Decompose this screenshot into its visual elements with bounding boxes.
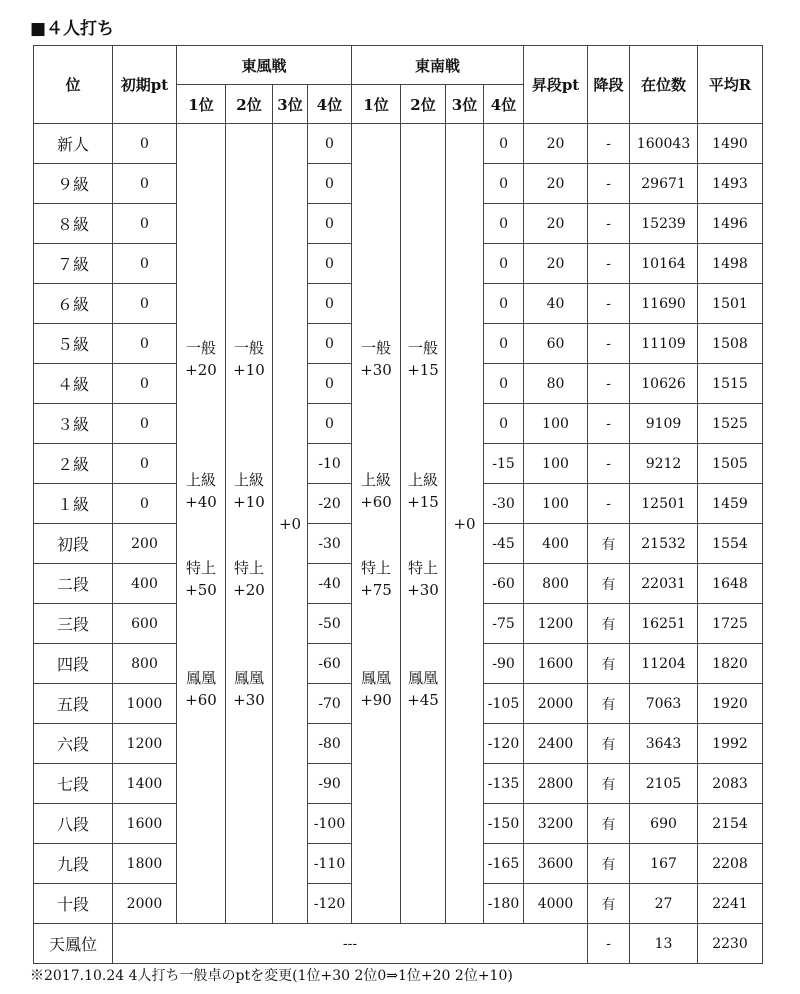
header-demotion: 降段: [588, 46, 630, 124]
tonpuu-4th-pt: 0: [308, 364, 352, 404]
demotion: -: [588, 404, 630, 444]
tonnan-4th-pt: 0: [484, 244, 524, 284]
rank-name: ５級: [34, 324, 113, 364]
tonnan-4th-pt: 0: [484, 324, 524, 364]
tonpuu-4th-pt: -10: [308, 444, 352, 484]
average-rating: 2083: [698, 764, 763, 804]
header-tonnan: 東南戦: [352, 46, 524, 85]
rank-count: 21532: [630, 524, 698, 564]
houou-span: ---: [113, 924, 588, 964]
tonnan-4th-pt: -15: [484, 444, 524, 484]
tonnan-4th-pt: 0: [484, 364, 524, 404]
initial-pt: 200: [113, 524, 177, 564]
initial-pt: 0: [113, 444, 177, 484]
section-title: ■４人打ち: [30, 19, 115, 39]
average-rating: 1554: [698, 524, 763, 564]
promotion-pt: 800: [524, 564, 588, 604]
tonnan-4th-pt: -45: [484, 524, 524, 564]
demotion: -: [588, 284, 630, 324]
header-initial-pt: 初期pt: [113, 46, 177, 124]
average-rating: 1820: [698, 644, 763, 684]
rank-name: 八段: [34, 804, 113, 844]
rank-count: 27: [630, 884, 698, 924]
tonnan-4th-pt: -30: [484, 484, 524, 524]
initial-pt: 1000: [113, 684, 177, 724]
promotion-pt: 1200: [524, 604, 588, 644]
tonpuu-4th-pt: 0: [308, 404, 352, 444]
tonpuu-4th-pt: 0: [308, 324, 352, 364]
header-tonpuu-1st: 1位: [177, 85, 226, 124]
average-rating: 1515: [698, 364, 763, 404]
average-rating: 2208: [698, 844, 763, 884]
tonpuu-4th-pt: -70: [308, 684, 352, 724]
demotion: -: [588, 324, 630, 364]
demotion: 有: [588, 604, 630, 644]
rank-name: 四段: [34, 644, 113, 684]
demotion: 有: [588, 524, 630, 564]
rank-name: 天鳳位: [34, 924, 113, 964]
tonpuu-4th-pt: -80: [308, 724, 352, 764]
rank-count: 10164: [630, 244, 698, 284]
initial-pt: 2000: [113, 884, 177, 924]
tonpuu-4th-pt: 0: [308, 284, 352, 324]
tonpuu-4th-pt: 0: [308, 244, 352, 284]
rank-name: 十段: [34, 884, 113, 924]
tonpuu-1st-pt: 一般 +20 上級 +40 特上 +50 鳳凰 +60: [177, 124, 226, 924]
rank-count: 160043: [630, 124, 698, 164]
tonnan-4th-pt: -120: [484, 724, 524, 764]
promotion-pt: 20: [524, 164, 588, 204]
rank-count: 11690: [630, 284, 698, 324]
rank-count: 7063: [630, 684, 698, 724]
initial-pt: 0: [113, 484, 177, 524]
tonnan-1st-pt: 一般 +30 上級 +60 特上 +75 鳳凰 +90: [352, 124, 401, 924]
rank-name: 二段: [34, 564, 113, 604]
rank-table: [33, 45, 763, 964]
initial-pt: 0: [113, 364, 177, 404]
rank-count: 29671: [630, 164, 698, 204]
rank-count: 3643: [630, 724, 698, 764]
average-rating: 1920: [698, 684, 763, 724]
demotion: 有: [588, 724, 630, 764]
header-tonpuu: 東風戦: [177, 46, 352, 85]
promotion-pt: 2400: [524, 724, 588, 764]
rank-count: 10626: [630, 364, 698, 404]
demotion: -: [588, 204, 630, 244]
promotion-pt: 100: [524, 444, 588, 484]
demotion: 有: [588, 844, 630, 884]
rank-count: 690: [630, 804, 698, 844]
average-rating: 2241: [698, 884, 763, 924]
footnote: ※2017.10.24 4人打ち一般卓のptを変更(1位+30 2位0⇒1位+20 2位+10): [30, 968, 513, 984]
average-rating: 1496: [698, 204, 763, 244]
demotion: -: [588, 924, 630, 964]
demotion: 有: [588, 764, 630, 804]
rank-name: ８級: [34, 204, 113, 244]
demotion: -: [588, 164, 630, 204]
average-rating: 2230: [698, 924, 763, 964]
average-rating: 1648: [698, 564, 763, 604]
promotion-pt: 20: [524, 244, 588, 284]
demotion: 有: [588, 644, 630, 684]
demotion: 有: [588, 684, 630, 724]
initial-pt: 0: [113, 164, 177, 204]
initial-pt: 600: [113, 604, 177, 644]
rank-name: 五段: [34, 684, 113, 724]
demotion: 有: [588, 884, 630, 924]
demotion: 有: [588, 804, 630, 844]
promotion-pt: 100: [524, 484, 588, 524]
tonnan-4th-pt: -105: [484, 684, 524, 724]
tonnan-4th-pt: 0: [484, 204, 524, 244]
tonnan-4th-pt: 0: [484, 404, 524, 444]
promotion-pt: 3200: [524, 804, 588, 844]
rank-count: 9212: [630, 444, 698, 484]
tonpuu-3rd-pt: +0: [273, 124, 308, 924]
header-tonnan-4th: 4位: [484, 85, 524, 124]
initial-pt: 400: [113, 564, 177, 604]
average-rating: 1490: [698, 124, 763, 164]
demotion: -: [588, 444, 630, 484]
average-rating: 1498: [698, 244, 763, 284]
tonpuu-4th-pt: -20: [308, 484, 352, 524]
rank-name: １級: [34, 484, 113, 524]
header-tonpuu-4th: 4位: [308, 85, 352, 124]
rank-name: 三段: [34, 604, 113, 644]
rank-name: 新人: [34, 124, 113, 164]
tonpuu-4th-pt: -110: [308, 844, 352, 884]
tonpuu-4th-pt: -30: [308, 524, 352, 564]
tonpuu-4th-pt: -40: [308, 564, 352, 604]
header-tonnan-2nd: 2位: [401, 85, 446, 124]
tonnan-4th-pt: -60: [484, 564, 524, 604]
tonpuu-4th-pt: 0: [308, 164, 352, 204]
rank-count: 2105: [630, 764, 698, 804]
header-tonpuu-3rd: 3位: [273, 85, 308, 124]
initial-pt: 0: [113, 404, 177, 444]
demotion: -: [588, 484, 630, 524]
promotion-pt: 100: [524, 404, 588, 444]
average-rating: 1992: [698, 724, 763, 764]
tonpuu-4th-pt: -60: [308, 644, 352, 684]
tonpuu-4th-pt: 0: [308, 124, 352, 164]
tonnan-4th-pt: -180: [484, 884, 524, 924]
average-rating: 1459: [698, 484, 763, 524]
rank-count: 167: [630, 844, 698, 884]
demotion: -: [588, 124, 630, 164]
rank-count: 22031: [630, 564, 698, 604]
promotion-pt: 2000: [524, 684, 588, 724]
average-rating: 1725: [698, 604, 763, 644]
tonpuu-2nd-pt: 一般 +10 上級 +10 特上 +20 鳳凰 +30: [226, 124, 273, 924]
initial-pt: 1200: [113, 724, 177, 764]
rank-name: ６級: [34, 284, 113, 324]
initial-pt: 0: [113, 324, 177, 364]
initial-pt: 1800: [113, 844, 177, 884]
demotion: -: [588, 364, 630, 404]
initial-pt: 0: [113, 284, 177, 324]
initial-pt: 0: [113, 124, 177, 164]
header-tonnan-1st: 1位: [352, 85, 401, 124]
rank-name: 九段: [34, 844, 113, 884]
average-rating: 1508: [698, 324, 763, 364]
average-rating: 2154: [698, 804, 763, 844]
rank-count: 12501: [630, 484, 698, 524]
demotion: 有: [588, 564, 630, 604]
initial-pt: 0: [113, 204, 177, 244]
tonpuu-4th-pt: -50: [308, 604, 352, 644]
tonpuu-4th-pt: -100: [308, 804, 352, 844]
rank-count: 16251: [630, 604, 698, 644]
promotion-pt: 60: [524, 324, 588, 364]
tonnan-4th-pt: -150: [484, 804, 524, 844]
promotion-pt: 400: [524, 524, 588, 564]
tonnan-4th-pt: -135: [484, 764, 524, 804]
promotion-pt: 40: [524, 284, 588, 324]
table-row-houou: [34, 924, 763, 964]
rank-name: ４級: [34, 364, 113, 404]
average-rating: 1501: [698, 284, 763, 324]
header-promotion-pt: 昇段pt: [524, 46, 588, 124]
initial-pt: 800: [113, 644, 177, 684]
table-row: [34, 124, 763, 164]
rank-name: ９級: [34, 164, 113, 204]
tonnan-4th-pt: -165: [484, 844, 524, 884]
rank-name: 初段: [34, 524, 113, 564]
rank-count: 11109: [630, 324, 698, 364]
tonnan-4th-pt: -75: [484, 604, 524, 644]
header-count: 在位数: [630, 46, 698, 124]
rank-name: ２級: [34, 444, 113, 484]
promotion-pt: 20: [524, 124, 588, 164]
initial-pt: 0: [113, 244, 177, 284]
tonpuu-4th-pt: 0: [308, 204, 352, 244]
tonpuu-4th-pt: -90: [308, 764, 352, 804]
promotion-pt: 3600: [524, 844, 588, 884]
promotion-pt: 4000: [524, 884, 588, 924]
initial-pt: 1600: [113, 804, 177, 844]
promotion-pt: 80: [524, 364, 588, 404]
average-rating: 1493: [698, 164, 763, 204]
header-tonpuu-2nd: 2位: [226, 85, 273, 124]
initial-pt: 1400: [113, 764, 177, 804]
rank-count: 11204: [630, 644, 698, 684]
rank-name: ７級: [34, 244, 113, 284]
tonnan-4th-pt: -90: [484, 644, 524, 684]
rank-count: 15239: [630, 204, 698, 244]
tonnan-4th-pt: 0: [484, 124, 524, 164]
average-rating: 1505: [698, 444, 763, 484]
rank-name: 六段: [34, 724, 113, 764]
tonnan-4th-pt: 0: [484, 164, 524, 204]
promotion-pt: 2800: [524, 764, 588, 804]
tonnan-4th-pt: 0: [484, 284, 524, 324]
header-rank: 位: [34, 46, 113, 124]
tonnan-2nd-pt: 一般 +15 上級 +15 特上 +30 鳳凰 +45: [401, 124, 446, 924]
rank-name: 七段: [34, 764, 113, 804]
average-rating: 1525: [698, 404, 763, 444]
rank-count: 13: [630, 924, 698, 964]
tonpuu-4th-pt: -120: [308, 884, 352, 924]
header-tonnan-3rd: 3位: [446, 85, 484, 124]
rank-count: 9109: [630, 404, 698, 444]
header-avg-r: 平均R: [698, 46, 763, 124]
rank-name: ３級: [34, 404, 113, 444]
promotion-pt: 20: [524, 204, 588, 244]
demotion: -: [588, 244, 630, 284]
promotion-pt: 1600: [524, 644, 588, 684]
tonnan-3rd-pt: +0: [446, 124, 484, 924]
